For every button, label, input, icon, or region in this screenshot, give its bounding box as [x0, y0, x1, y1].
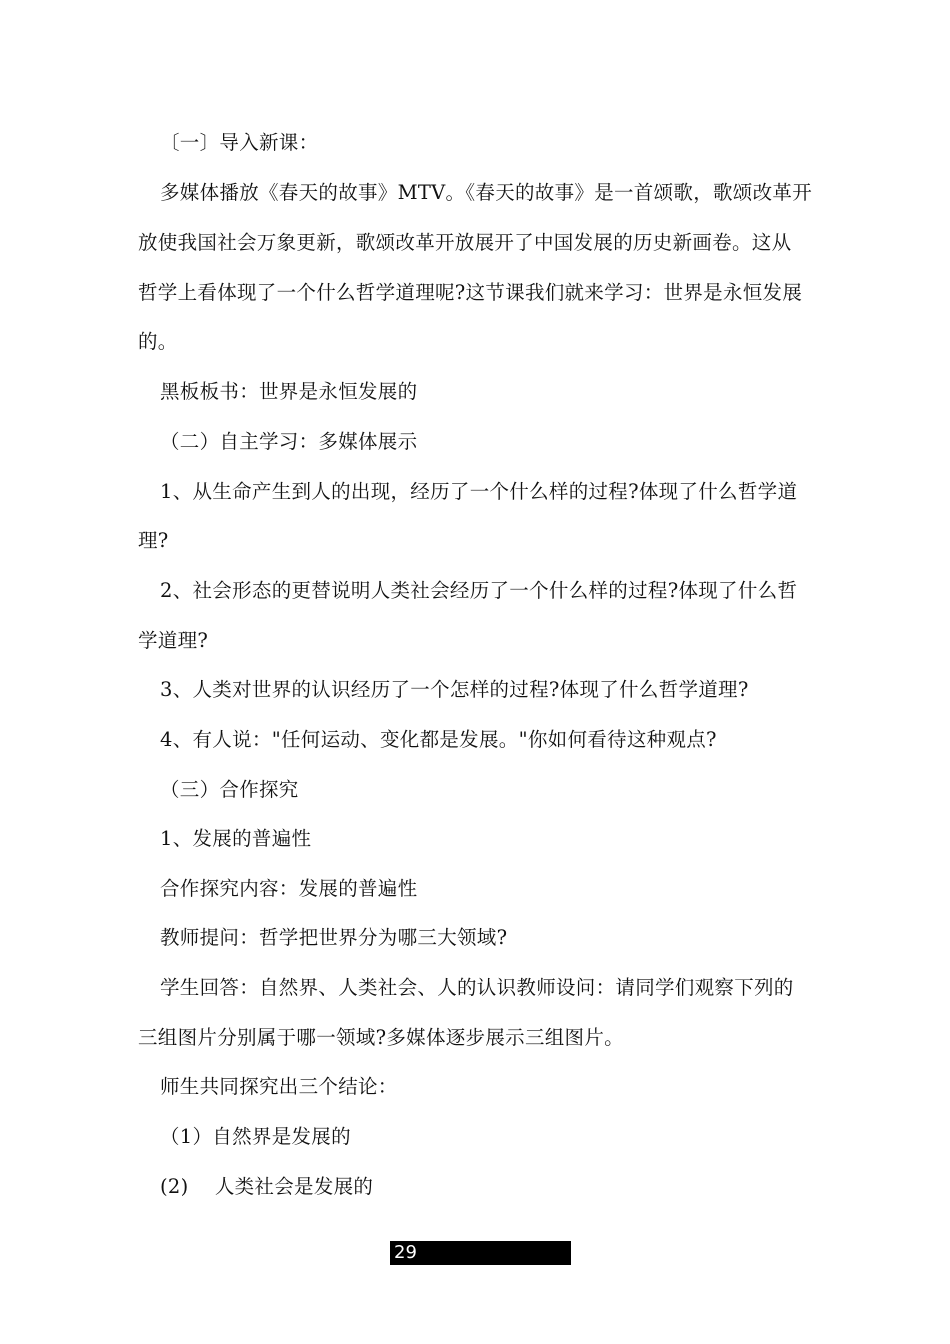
paragraph-line: 教师提问：哲学把世界分为哪三大领域? [160, 926, 508, 949]
conclusion-item: （1）自然界是发展的 [160, 1125, 351, 1148]
conclusion-item: (2) 人类社会是发展的 [160, 1175, 374, 1198]
paragraph-line: 多媒体播放《春天的故事》MTV。《春天的故事》是一首颂歌，歌颂改革开 [160, 181, 813, 204]
question-item: 3、人类对世界的认识经历了一个怎样的过程?体现了什么哲学道理? [160, 678, 749, 701]
paragraph-line: 黑板板书：世界是永恒发展的 [160, 380, 418, 403]
question-item: 2、社会形态的更替说明人类社会经历了一个什么样的过程?体现了什么哲 [160, 579, 798, 602]
section-heading-cooperation: （三）合作探究 [160, 778, 299, 801]
question-item: 4、有人说："任何运动、变化都是发展。"你如何看待这种观点? [160, 728, 717, 751]
paragraph-line: 三组图片分别属于哪一领域?多媒体逐步展示三组图片。 [138, 1026, 624, 1049]
paragraph-line: 的。 [138, 330, 178, 353]
paragraph-line: 哲学上看体现了一个什么哲学道理呢?这节课我们就来学习：世界是永恒发展 [138, 281, 803, 304]
question-item: 1、从生命产生到人的出现，经历了一个什么样的过程?体现了什么哲学道 [160, 480, 798, 503]
question-item-continued: 理? [138, 529, 169, 552]
paragraph-line: 合作探究内容：发展的普遍性 [160, 877, 418, 900]
question-item-continued: 学道理? [138, 629, 209, 652]
paragraph-line: 师生共同探究出三个结论： [160, 1075, 398, 1098]
section-heading-self-study: （二）自主学习：多媒体展示 [160, 430, 418, 453]
subheading: 1、发展的普遍性 [160, 827, 312, 850]
page-number: 29 [390, 1241, 571, 1265]
paragraph-line: 学生回答：自然界、人类社会、人的认识教师设问：请同学们观察下列的 [160, 976, 794, 999]
paragraph-line: 放使我国社会万象更新，歌颂改革开放展开了中国发展的历史新画卷。这从 [138, 231, 792, 254]
section-heading-intro: 〔一〕导入新课： [160, 131, 319, 154]
